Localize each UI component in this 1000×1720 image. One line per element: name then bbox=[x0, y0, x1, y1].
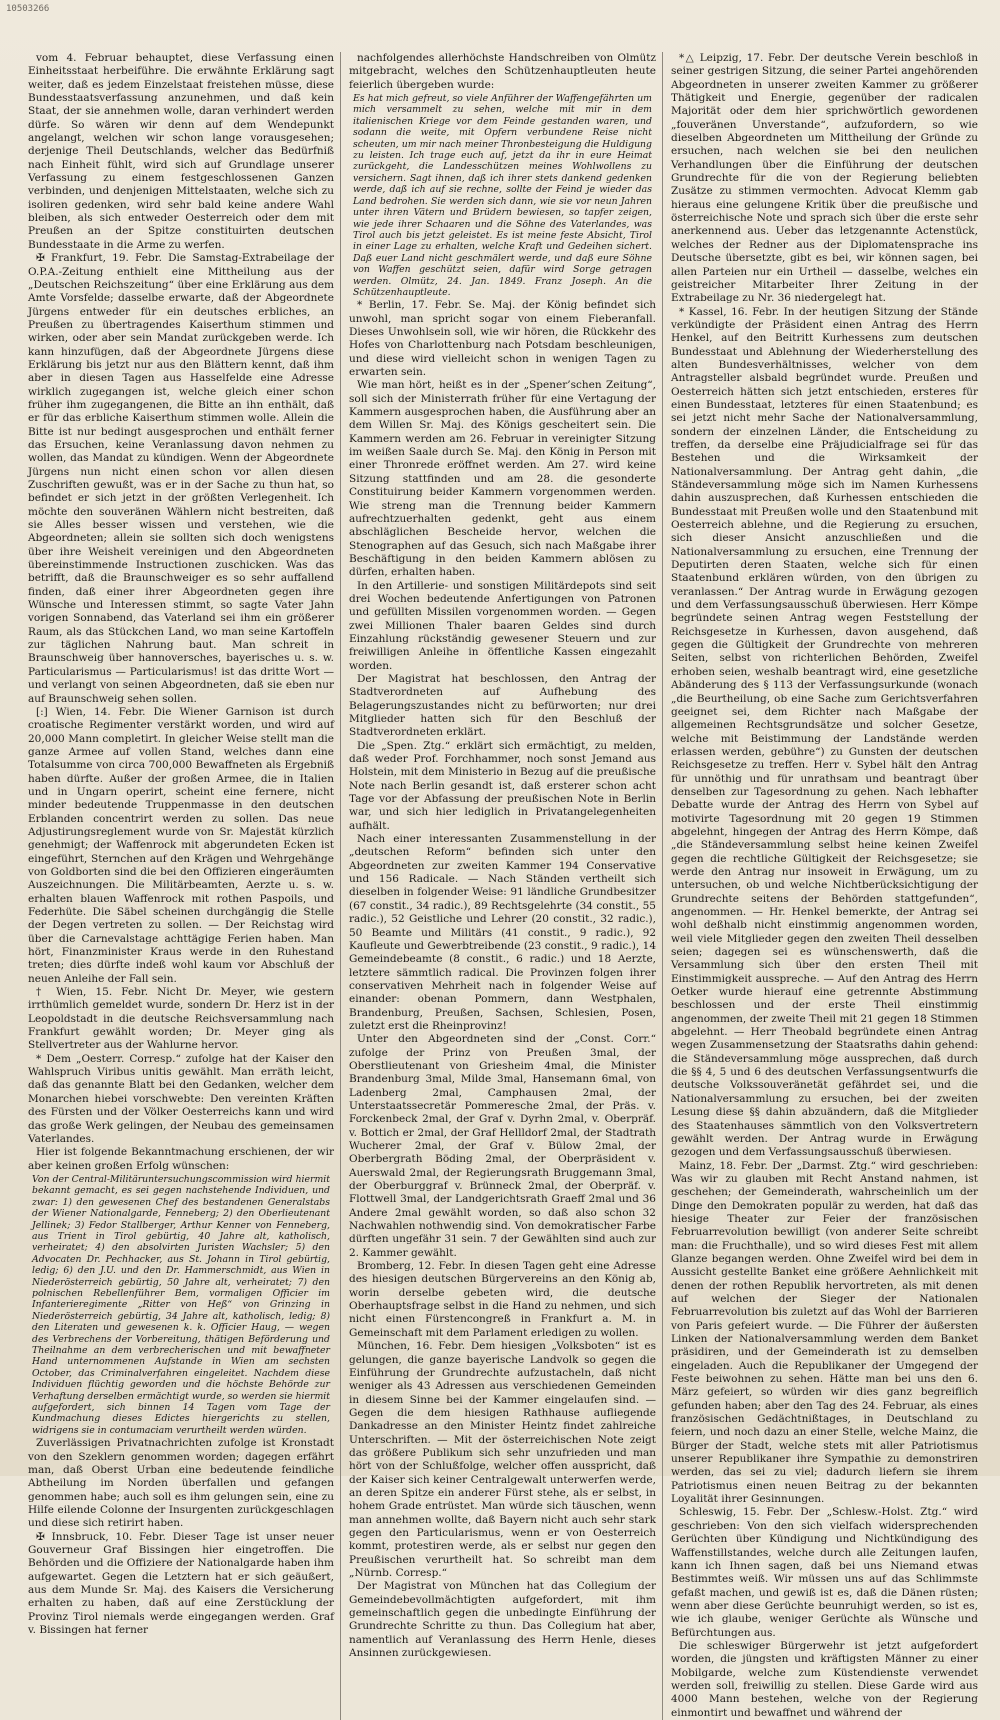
article-paragraph: Der Magistrat von München hat das Collegium der Gemeindebevollmächtigten aufgefordert, mit ihm gemeinschaftlich gegen die unbedingte Einführung der Grundrechte Schritte zu thun. Das Collegium hat aber, namentlich auf Veranlassung des Herrn Henle, dieses Ansinnen zurückgewiesen. bbox=[349, 1580, 656, 1660]
article-paragraph: Hier ist folgende Bekanntmachung erschienen, der wir aber keinen großen Erfolg wünschen: bbox=[28, 1146, 334, 1172]
article-oesterr-corresp: * Dem „Oesterr. Corresp.“ zufolge hat der Kaiser den Wahlspruch Viribus unitis gewählt. Man erräth leicht, daß das genannte Blatt bei den Gedanken, welcher dem Monarchen hiebei vorschwebte: Den vereinten Kräften des Fürsten und der Völker Oesterreichs kann und wird das große Werk gelingen, der Neubau des gemeinsamen Vaterlandes. bbox=[28, 1052, 334, 1145]
article-mainz: Mainz, 18. Febr. Der „Darmst. Ztg.“ wird geschrieben: Was wir zu glauben mit Recht Anstand nahmen, ist geschehen; der Gemeinderath, wahrscheinlich um der Dinge den Demokraten populär zu werden, hat daß das hiesige Theater zur Feier der französischen Februarrevolution bewilligt (von anderer Seite schreibt man: die Fruchthalle), und so wird dieses Fest mit allem Glanze begangen werden. Ohne Zweifel wird bei dem in Aussicht gestellte Banket eine größere Aehnlichkeit mit denen der rothen Republik hervortreten, als mit denen auf welchen der Sieger der Nationalen Februarrevolution bis zuletzt auf das Wohl der Barrieren von Paris gefeiert wurde. — Die Führer der äußersten Linken der Nationalversammlung werden dem Banket präsidiren, und der Gemeinderath ist zu demselben eingeladen. Auch die Republikaner der Umgegend der Feste beiwohnen zu sehen. Hätte man bei uns den 6. März gefeiert, so würden wir dies ganz begreiflich gefunden haben; aber den Tag des 24. Februar, als eines französischen Gedächtnißtages, in Deutschland zu feiern, und noch dazu an einer Stelle, welche Mainz, die Bürger der Stadt, welche stets mit aller Patriotismus unserer Republikaner ihre Sympathie zu demonstriren werden, das sei zu viel; dadurch liefern sie ihrem Patriotismus einen neuen Beitrag zu der bekannten Loyalität ihrer Gesinnungen. bbox=[671, 1159, 978, 1506]
column-2 bbox=[343, 52, 663, 1720]
article-paragraph: Wie man hört, heißt es in der „Spener’schen Zeitung“, soll sich der Ministerrath früher für eine Vertagung der Kammern ausgesprochen haben, die Ausführung aber an dem Willen Sr. Maj. des Königs gescheitert sein. Die Kammern werden am 26. Februar in vereinigter Sitzung im weißen Saale durch Se. Maj. den König in Person mit einer Thronrede eröffnet werden. Am 27. wird keine Sitzung stattfinden und am 28. die gesonderte Constituirung beider Kammern vorgenommen werden. Wie streng man die Trennung beider Kammern aufrechtzuerhalten gedenkt, geht aus einem abschläglichen Bescheide hervor, welchen die Stenographen auf das Gesuch, sich nach Maßgabe ihrer Beschäftigung in den beiden Kammern ablösen zu dürfen, erhalten haben. bbox=[349, 379, 656, 579]
page-id: 10503266 bbox=[6, 4, 50, 14]
article-paragraph: Der Magistrat hat beschlossen, den Antrag der Stadtverordneten auf Aufhebung des Belagerungszustandes nicht zu befürworten; nur drei Mitglieder hatten sich für den Beschluß der Stadtverordneten erklärt. bbox=[349, 672, 656, 739]
article-leipzig: *△ Leipzig, 17. Febr. Der deutsche Verein beschloß in seiner gestrigen Sitzung, die seiner Partei angehörenden Abgeordneten in unserer zweiten Kammer zu größerer Thätigkeit und Energie, gegenüber der radicalen Majorität oder dem hier sprichwörtlich gewordenen „fouveränen Unverstande“, aufzufordern, so wie dieselben Abgeordneten um Mittheilung der Gründe zu ersuchen, nach welchen sie bei den neulichen Verhandlungen über die Einführung der deutschen Grundrechte für die von der Regierung beliebten Zusätze zu stimmen vermochten. Advocat Klemm gab hieraus eine gelungene Kritik über die preußische und österreichische Note und sprach sich über die erste sehr anerkennend aus. Ueber das letzgenannte Actenstück, welches der Redner aus der Diplomatensprache ins Deutsche übersetzte, gibt es bei, wir können sagen, bei allen Parteien nur ein Urtheil — dasselbe, welches ein geistreicher Mitarbeiter Ihrer Zeitung in der Extrabeilage zu Nr. 36 niedergelegt hat. bbox=[671, 52, 978, 305]
article-innsbruck: ✠ Innsbruck, 10. Febr. Dieser Tage ist unser neuer Gouverneur Graf Bissingen hier eingetroffen. Die Behörden und die Offiziere der Nationalgarde haben ihm aufgewartet. Gegen die Letztern hat er sich geäußert, aus dem Munde Sr. Maj. des Kaisers die Versicherung erhalten zu haben, daß auf eine Zerstücklung der Provinz Tirol niemals werde eingegangen werden. Graf v. Bissingen hat ferner bbox=[28, 1530, 334, 1637]
imperial-letter: Es hat mich gefreut, so viele Anführer der Waffengefährten um mich versammelt zu sehen, welche mit mir in dem italienischen Kriege vor dem Feinde gestanden waren, und sodann die weite, mit Opfern verbundene Reise nicht scheuten, um mir nach meiner Thronbesteigung die Huldigung zu leisten. Ich trage euch auf, jetzt da ihr in eure Heimat zurückgeht, die Landesschützen meines Wohlwollens zu versichern. Sagt ihnen, daß ich ihrer stets dankend gedenken werde, daß ich auf sie rechne, sollte der Feind je wieder das Land bedrohen. Sie werden sich dann, wie sie vor neun Jahren unter ihren Vätern und Brüdern bewiesen, so tapfer zeigen, wie jede ihrer Schaaren und die Söhne des Vaterlandes, was Tirol auch bis jetzt geleistet. Es ist meine feste Absicht, Tirol in einer Lage zu erhalten, welche Kraft und Gedeihen sichert. Daß euer Land nicht geschmälert werde, und daß eure Söhne von Waffen geschützt seien, dafür wird Sorge getragen werden. Olmütz, 24. Jan. 1849. Franz Joseph. An die Schützenhauptleute. bbox=[353, 93, 652, 298]
article-muenchen: München, 16. Febr. Dem hiesigen „Volksboten“ ist es gelungen, die ganze bayerische Landvolk so gegen die Einführung der Grundrechte aufzustacheln, daß nicht weniger als 43 Adressen aus verschiedenen Gemeinden in diesem Sinne bei der Kammer eingelaufen sind. — Gegen die dem hiesigen Rathhause aufliegende Dankadresse an den Minister Heintz findet zahlreiche Unterschriften. — Mit der österreichischen Note zeigt das größere Publikum sich sehr unzufrieden und man hört von der Schlußfolge, welcher offen ausspricht, daß der Kaiser sich keiner Centralgewalt unterwerfen werde, an deren Spitze ein anderer Fürst stehe, als er selbst, in hohem Grade entrüstet. Man würde sich täuschen, wenn man annehmen wollte, daß Bayern nicht auch sehr stark gegen den Particularismus, wenn er von Oesterreich kommt, protestiren werde, als er selbst nur gegen den Preußischen verurtheilt hat. So schreibt man dem „Nürnb. Corresp.“ bbox=[349, 1340, 656, 1579]
article-bromberg: Bromberg, 12. Febr. In diesen Tagen geht eine Adresse des hiesigen deutschen Bürgervereins an den König ab, worin derselbe gebeten wird, die deutsche Oberhauptsfrage selbst in die Hand zu nehmen, und sich nicht einen Fürstencongreß in Frankfurt a. M. in Gemeinschaft mit dem Parlament erledigen zu wollen. bbox=[349, 1260, 656, 1339]
article-wien-14: [:] Wien, 14. Febr. Die Wiener Garnison ist durch croatische Regimenter verstärkt worden, und wird auf 20,000 Mann completirt. In gleicher Weise stellt man die ganze Armee auf vollen Stand, welches dann eine Totalsumme von circa 700,000 Bewaffneten als Ergebniß haben dürfte. Außer der großen Armee, die in Italien und in Ungarn operirt, scheint eine fernere, nicht minder bedeutende Truppenmasse in den deutschen Erblanden concentrirt werden zu sollen. Das neue Adjustirungsreglement wurde von Sr. Majestät kürzlich genehmigt; der Waffenrock mit abgerundeten Ecken ist eingeführt, Sternchen auf den Krägen und Wehrgehänge von Goldborten sind die bei den Offizieren eingeräumten Auszeichnungen. Die Militärbeamten, Aerzte u. s. w. erhalten blauen Waffenrock mit rothen Paspoils, und Federhüte. Die Säbel scheinen durchgängig die Stelle der Degen vertreten zu sollen. — Der Reichstag wird über die Carnevalstage achttägige Ferien haben. Man hört, Finanzminister Kraus werde in den Ruhestand treten; dies dürfte indeß wohl kaum vor Abschluß der neuen Anleihe der Fall sein. bbox=[28, 705, 334, 985]
article-paragraph: Die „Spen. Ztg.“ erklärt sich ermächtigt, zu melden, daß weder Prof. Forchhammer, noch sonst Jemand aus Holstein, mit dem Ministerio in Bezug auf die preußische Note nach Berlin gesandt ist, daß ersterer schon acht Tage vor der Abfassung der preußischen Note in Berlin war, und sich hier lediglich in Privatangelegenheiten aufhält. bbox=[349, 739, 656, 832]
article-frankfurt: ✠ Frankfurt, 19. Febr. Die Samstag-Extrabeilage der O.P.A.-Zeitung enthielt eine Mittheilung aus der „Deutschen Reichszeitung“ über eine Erklärung aus dem Amte Vorsfelde; dasselbe erwarte, daß der Abgeordnete Jürgens entweder für ein deutsches erbliches, an Preußen zu übertragendes Kaiserthum stimmen und wirken, oder aber sein Mandat zurückgeben werde. Ich kann hinzufügen, daß der Abgeordnete Jürgens diese Erklärung bis jetzt nur aus den Blättern kennt, daß ihm aber in diesen Tagen aus Hasselfelde eine Adresse wirklich zugegangen ist, welche gleich einer schon früher ihm zugegangenen, die Bitte an ihn enthält, daß er für das erbliche Kaiserthum stimmen wolle. Allein die Bitte ist nur bedingt ausgesprochen und enthält ferner das Ersuchen, keine Veranlassung davon nehmen zu wollen, das Mandat zu kündigen. Wenn der Abgeordnete Jürgens nun nicht einen schon vor allen diesen Zuschriften gewußt, was er in der Sache zu thun hat, so befindet er sich jetzt in der größten Verlegenheit. Ich möchte den souveränen Wählern nicht bestreiten, daß sie Alles besser wissen und verstehen, wie die Abgeordneten; allein sie sollten sich doch wenigstens über ihre Weisheit vereinigen und den Abgeordneten übereinstimmende Instructionen zuschicken. Was das betrifft, daß die Braunschweiger es so sehr auffallend finden, daß einer ihrer Abgeordneten gegen ihre Wünsche und Interessen stimmt, so sagte Vater Jahn vorigen Sonnabend, das Vaterland sei ihm ein größerer Raum, als das Stückchen Land, wo man seine Kartoffeln zur täglichen Nahrung baut. Man schreit in Braunschweig über hannoversches, bayerisches u. s. w. Particularismus — Particularismus! ist das dritte Wort — und verlangt von seinen Abgeordneten, daß sie eben nur auf Braunschweig sehen sollen. bbox=[28, 252, 334, 705]
column-1 bbox=[22, 52, 341, 1720]
article-paragraph: Unter den Abgeordneten sind der „Const. Corr.“ zufolge der Prinz von Preußen 3mal, der Oberstlieutenant von Griesheim 4mal, die Minister Brandenburg 3mal, Milde 3mal, Hansemann 6mal, von Ladenberg 2mal, Camphausen 2mal, der Unterstaatssecretär Pommeresche 2mal, der Präs. v. Forckenbeck 2mal, der Graf v. Dyrhn 2mal, v. Oberpräf. v. Bottich er 2mal, der Graf Hellldorf 2mal, der Stadtrath Wucherer 2mal, der Graf v. Bülow 2mal, der Oberbergrath Böding 2mal, der Oberpräsident v. Auerswald 2mal, der Regierungsrath Bruggemann 3mal, der Oberburggraf v. Brünneck 2mal, der Oberpräf. v. Flottwell 3mal, der Landgerichtsrath Graeff 2mal und 36 Andere 2mal gewählt worden, so daß also schon 32 Nachwahlen nothwendig sind. Von demokratischer Farbe dürften ungefähr 31 sein. 7 der Gewählten sind auch zur 2. Kammer gewählt. bbox=[349, 1033, 656, 1259]
article-kassel: * Kassel, 16. Febr. In der heutigen Sitzung der Stände verkündigte der Präsident einen Antrag des Herrn Henkel, auf den Beitritt Kurhessens zum deutschen Bundesstaat und Ablehnung der Wiederherstellung des alten Bundesverhältnisses, welcher von dem Antragsteller alsbald begründet wurde. Preußen und Oesterreich hätten sich jetzt entschieden, ersteres für einen Bundesstaat, letzteres für einen Staatenbund; es sei jetzt nicht mehr Sache der Nationalversammlung, sondern der einzelnen Länder, die Entscheidung zu treffen, da derselbe eine Präjudicialfrage sei für das Bestehen und die Wirksamkeit der Nationalversammlung. Der Antrag geht dahin, „die Ständeversammlung möge sich im Namen Kurhessens dahin auszusprechen, daß Kurhessen entschieden die Bundesstaat mit Preußen wolle und den Staatenbund mit Oesterreich ablehne, und die Regierung zu ersuchen, sich dieser Ansicht anzuschließen und die Nationalversammlung zu ersuchen, eine Trennung der Deputirten deren Staaten, welche sich für einen Staatenbund erklären würden, von den übrigen zu veranlassen.“ Der Antrag wurde in Erwägung gezogen und dem Verfassungsausschuß überwiesen. Herr Kömpe begründete seinen Antrag wegen Feststellung der Reichsgesetze in Kurhessen, davon ausgehend, daß gegen die Gültigkeit der Grundrechte von mehreren Seiten, selbst von richterlichen Behörden, Zweifel erhoben seien, weshalb beantragt wird, eine gesetzliche Abänderung des § 113 der Verfassungsurkunde (wonach „die Beurtheilung, ob eine Sache zum Gerichtsverfahren geeignet sei, dem Richter nach Maßgabe der allgemeinen Rechtsgrundsätze und solcher Gesetze, welche mit Beistimmung der Landstände werden erlassen werden, gebühre“) zu Gunsten der deutschen Reichsgesetze zu treffen. Herr v. Sybel hält den Antrag für unnöthig und für unrathsam und beantragt über denselben zur Tagesordnung zu gehen. Nach lebhafter Debatte wurde der Antrag des Herrn von Sybel auf motivirte Tagesordnung mit 20 gegen 19 Stimmen abgelehnt, hingegen der Antrag des Herrn Kömpe, daß „die Ständeversammlung selbst heine keinen Zweifel gegen die rechtliche Gültigkeit der Reichsgesetze; sie werde den Antrag nur insoweit in Erwägung, um zu untersuchen, ob und welche Nichtberücksichtigung der Grundrechte seitens der Behörden stattgefunden“, angenommen. — Hr. Henkel bemerkte, der Antrag sei wohl deßhalb nicht einstimmig angenommen worden, weil viele Mitglieder gegen den zweiten Theil desselben seien; dagegen sei es wünschenswerth, daß die Versammlung sich über den ersten Theil mit Einstimmigkeit ausspreche. — Auf den Antrag des Herrn Oetker wurde hierauf eine getrennte Abstimmung beschlossen und der erste Theil einstimmig angenommen, der zweite Theil mit 21 gegen 18 Stimmen abgelehnt. — Herr Theobald begründete einen Antrag wegen Zusammensetzung der Staatsraths dahin gehend: die Ständeversammlung möge aussprechen, daß durch die §§ 4, 5 und 6 des deutschen Verfassungsentwurfs die deutsche Volkssouveränetät gefährdet sei, und die Nationalversammlung zu ersuchen, bei der zweiten Lesung diese §§ dahin abzuändern, daß die Mitglieder des Staatenhauses sämmtlich von den Volksvertretern gewählt werden. Der Antrag wurde in Erwägung gezogen und dem Verfassungsausschuß überwiesen. bbox=[671, 305, 978, 1159]
article-paragraph: Nach einer interessanten Zusammenstellung in der „deutschen Reform“ befinden sich unter den Abgeordneten zur zweiten Kammer 194 Conservative und 156 Radicale. — Nach Ständen vertheilt sich dieselben in folgender Weise: 91 ländliche Grundbesitzer (67 constit., 34 radic.), 89 Rechtsgelehrte (34 constit., 55 radic.), 52 Geistliche und Lehrer (20 constit., 32 radic.), 50 Beamte und Militärs (41 constit., 9 radic.), 92 Kaufleute und Gewerbtreibende (23 constit., 9 radic.), 14 Gemeindebeamte (8 constit., 6 radic.) und 18 Aerzte, letztere sämmtlich radical. Die Provinzen folgen ihrer conservativen Mehrheit nach in folgender Weise auf einander: obenan Pommern, dann Westphalen, Brandenburg, Preußen, Sachsen, Schlesien, Posen, zuletzt erst die Rheinprovinz! bbox=[349, 833, 656, 1032]
article-wien-15: † Wien, 15. Febr. Nicht Dr. Meyer, wie gestern irrthümlich gemeldet wurde, sondern Dr. Herz ist in der Leopoldstadt in die deutsche Reichsversammlung nach Frankfurt gewählt worden; Dr. Meyer ging als Stellvertreter aus der Wahlurne hervor. bbox=[28, 986, 334, 1052]
article-paragraph: Die schleswiger Bürgerwehr ist jetzt aufgefordert worden, die jüngsten und kräftigsten Männer zu einer Mobilgarde, welche zum Küstendienste verwendet werden soll, freiwillig zu stellen. Diese Garde wird aus 4000 Mann bestehen, welche von der Regierung einmontirt und bewaffnet und während der bbox=[671, 1639, 978, 1719]
article-paragraph: Zuverlässigen Privatnachrichten zufolge ist Kronstadt von den Szeklern genommen worden; dagegen erfährt man, daß Oberst Urban eine bedeutende feindliche Abtheilung im Norden überfallen und gefangen genommen habe; auch soll es ihm gelungen sein, eine zu Hilfe eilende Colonne der Insurgenten zurückgeschlagen und diese sich retirirt haben. bbox=[28, 1437, 334, 1530]
article-paragraph: In den Artillerie- und sonstigen Militärdepots sind seit drei Wochen bedeutende Anfertigungen von Patronen und gefüllten Missilen vorgenommen worden. — Gegen zwei Millionen Thaler baaren Geldes sind durch Einzahlung rückständig gewesener Steuern und zur freiwilligen Anleihe in öffentliche Kassen eingezahlt worden. bbox=[349, 579, 656, 672]
column-3 bbox=[665, 52, 984, 1720]
article-paragraph: nachfolgendes allerhöchste Handschreiben von Olmütz mitgebracht, welches den Schützenhauptleuten heute feierlich übergeben wurde: bbox=[349, 52, 656, 91]
article-berlin: * Berlin, 17. Febr. Se. Maj. der König befindet sich unwohl, man spricht sogar von einem Fieberanfall. Dieses Unwohlsein soll, wie wir hören, die Rückkehr des Hofes von Charlottenburg nach Potsdam beschleunigen, und diese wird vielleicht schon in wenigen Tagen zu erwarten sein. bbox=[349, 299, 656, 379]
article-paragraph: vom 4. Februar behauptet, diese Verfassung einen Einheitsstaat herbeiführe. Die erwähnte Erklärung sagt weiter, daß es jedem Einzelstaat freistehen müsse, diese Bundesstaatsverfassung anzunehmen, und daß kein Staat, der sie annehmen wolle, daran verhindert werden dürfe. So wären wir denn auf dem Wendepunkt angelangt, welchen wir schon lange vorausgesehen; derjenige Theil Deutschlands, welcher das Bedürfniß nach Einheit fühlt, wird sich auf Grundlage unserer Verfassung zu einem festgeschlossenen Ganzen verbinden, und denjenigen Mittelstaaten, welche sich zu isoliren gedenken, wird sehr bald keine andere Wahl bleiben, als sich entweder Oesterreich oder dem mit Preußen an der Spitze constituirten deutschen Bundesstaate in die Arme zu werfen. bbox=[28, 52, 334, 251]
columns bbox=[22, 52, 984, 1719]
article-schleswig: Schleswig, 15. Febr. Der „Schlesw.-Holst. Ztg.“ wird geschrieben: Von den sich vielfach widersprechenden Gerüchten über Kündigung und Nichtkündigung des Waffenstillstandes, welche durch alle Zeitungen laufen, kann ich Ihnen sagen, daß bei uns Niemand etwas Bestimmtes weiß. Wir müssen uns auf das Schlimmste gefaßt machen, und gewiß ist es, daß die Dänen rüsten; wenn aber diese Gerüchte beunruhigt werden, so ist es, wie ich glaube, weniger Gerüchte als Wünsche und Befürchtungen aus. bbox=[671, 1506, 978, 1639]
official-notice: Von der Central-Militäruntersuchungscommission wird hiermit bekannt gemacht, es sei gegen nachstehende Individuen, und zwar: 1) den gewesenen Chef des bestandenen Generalstabs der Wiener Nationalgarde, Fenneberg; 2) den Oberlieutenant Jellinek; 3) Fedor Stallberger, Arthur Kenner von Fenneberg, aus Trient in Tirol gebürtig, 40 Jahre alt, katholisch, verheiratet; 4) den absolvirten Juristen Wachsler; 5) den Advocaten Dr. Pechhacker, aus St. Johann in Tirol gebürtig, ledig; 6) den J.U. und den Dr. Hammerschmidt, aus Wien in Niederösterreich gebürtig, 50 Jahre alt, verheiratet; 7) den polnischen Rebellenführer Bem, vormaligen Officier im Infanterieregimente „Ritter von Heß“ von Grinzing in Niederösterreich gebürtig, 34 Jahre alt, katholisch, ledig; 8) den Literaten und gewesenen k. k. Officier Haug, — wegen des Verbrechens der Vorbereitung, thätigen Beförderung und Theilnahme an dem verbrecherischen und mit bewaffneter Hand unternommenen Aufstande in Wien am sechsten October, das Criminalverfahren eingeleitet. Nachdem diese Individuen flüchtig geworden und die höchste Behörde zur Verhaftung derselben ermächtigt wurde, so werden sie hiermit aufgefordert, sich binnen 14 Tagen vom Tage der Kundmachung dieses Edictes hiergerichts zu stellen, widrigens sie in contumaciam verurtheilt werden würden. bbox=[32, 1173, 330, 1436]
